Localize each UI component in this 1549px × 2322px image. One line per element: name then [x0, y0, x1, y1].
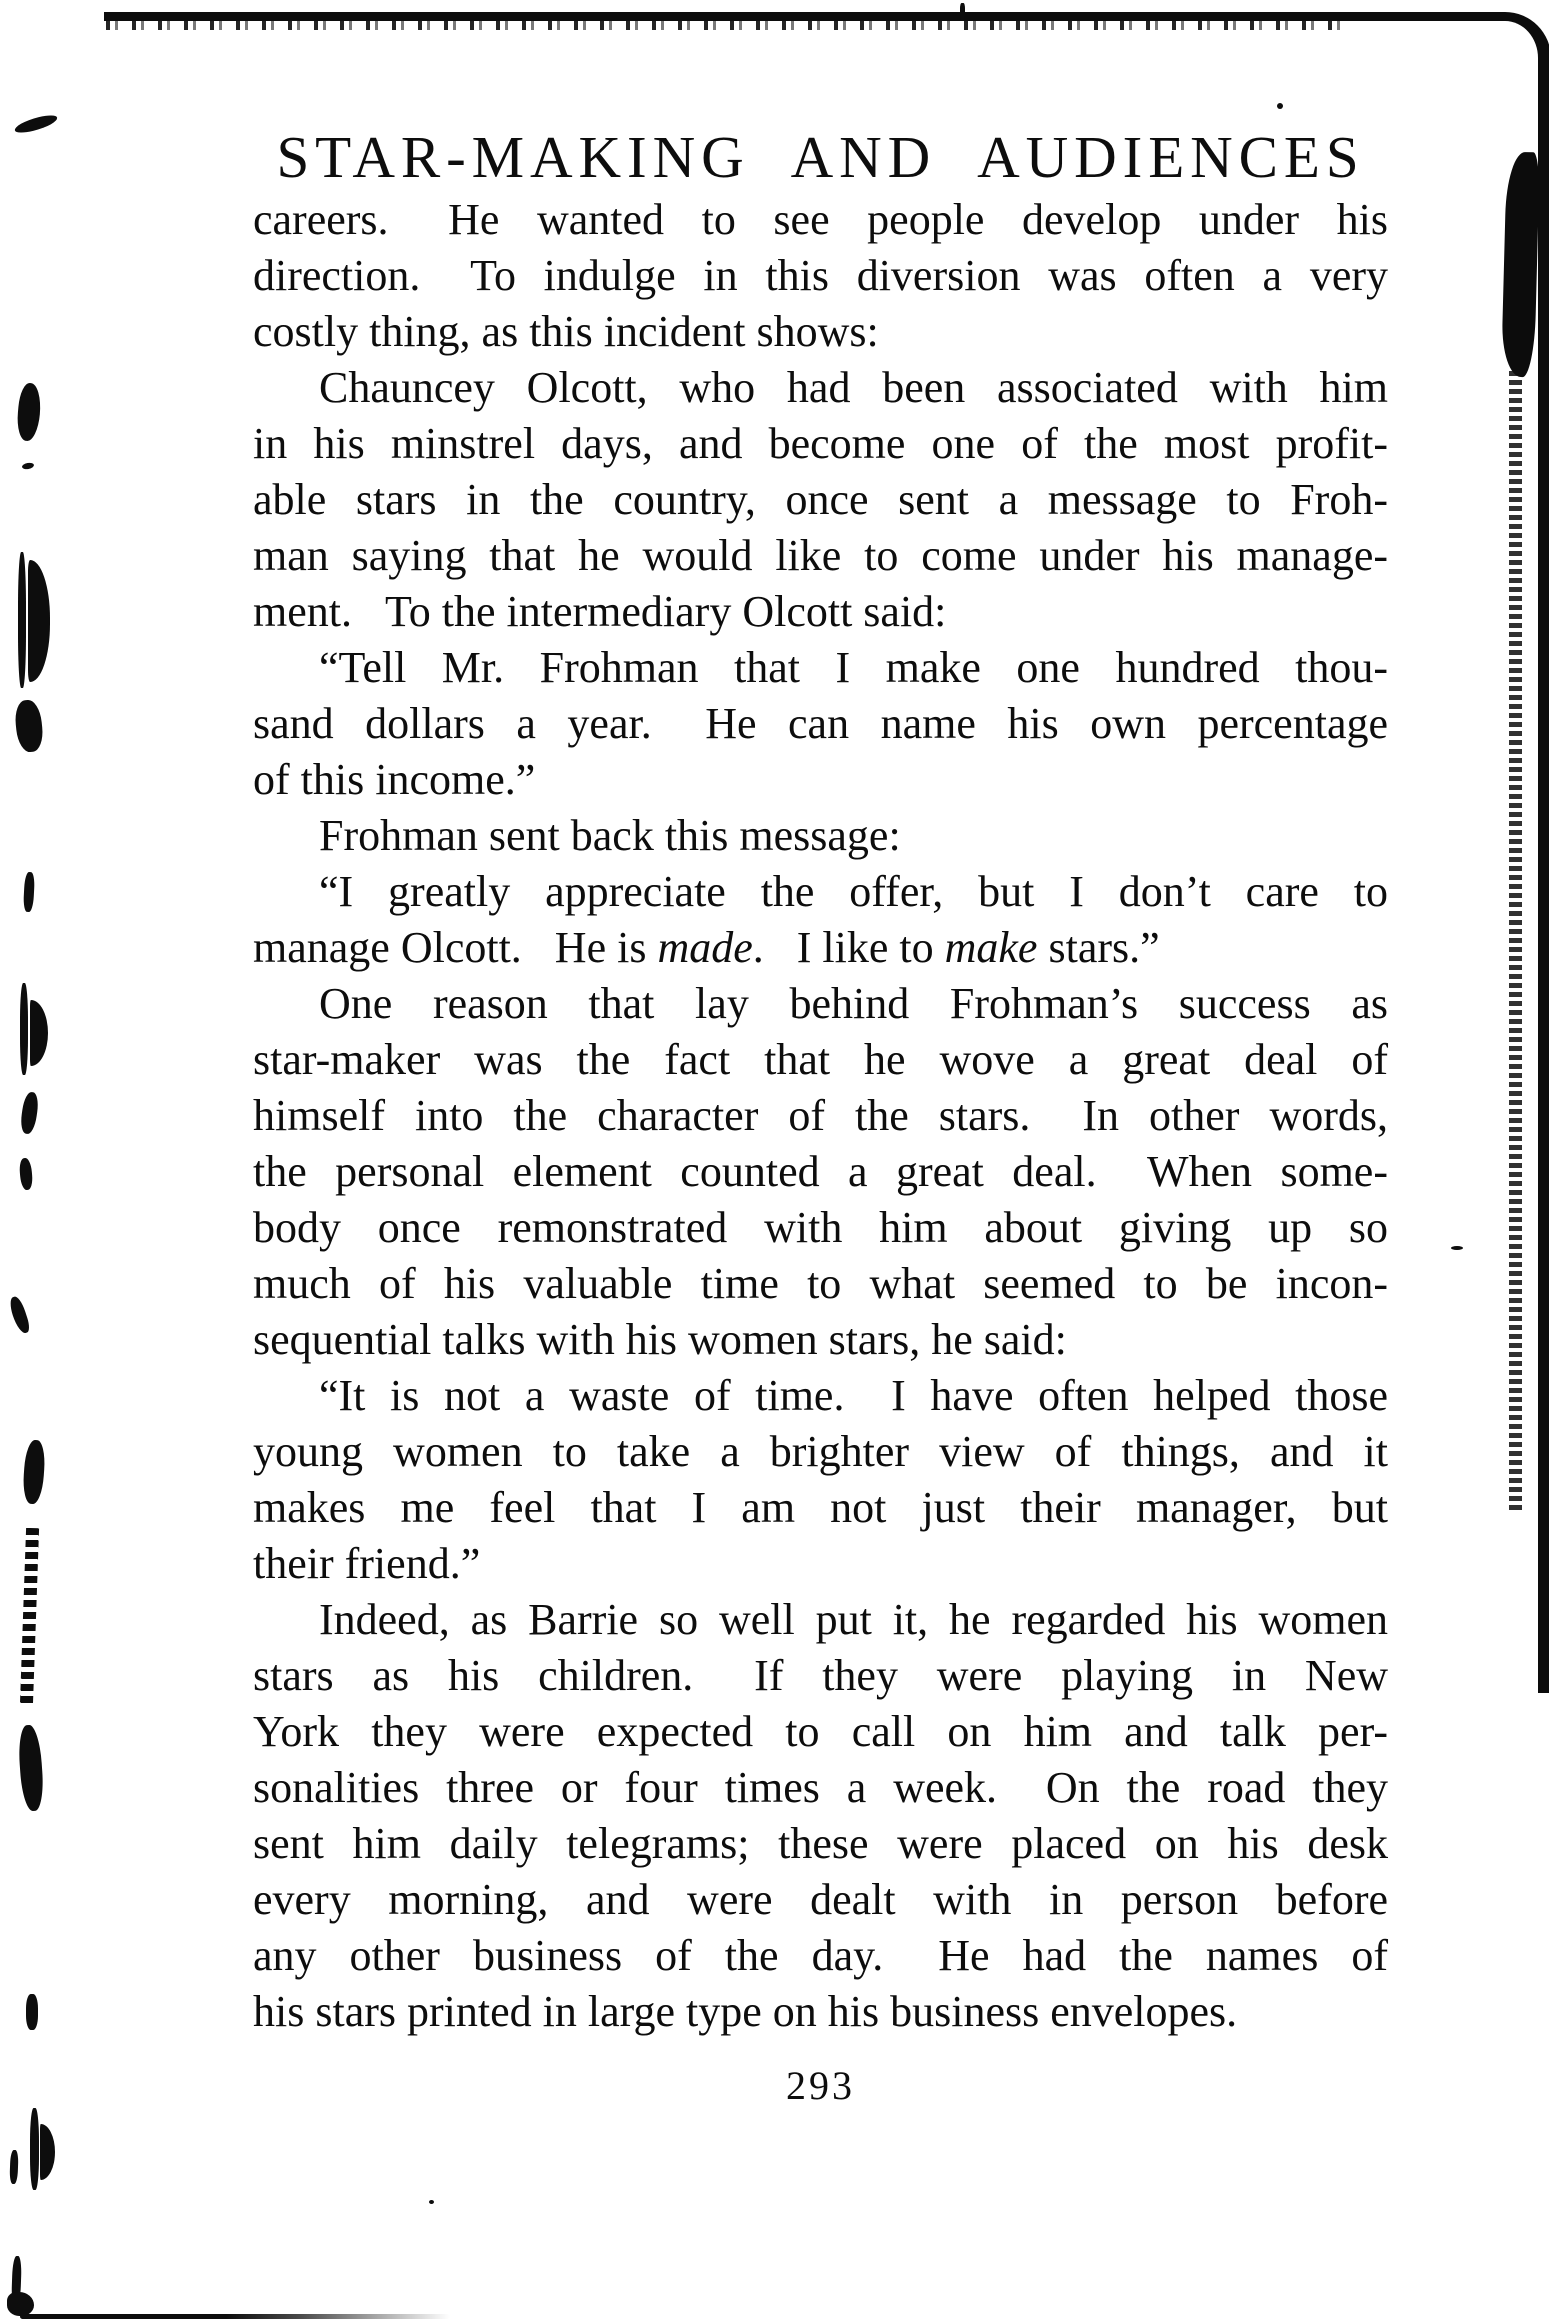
page-content: [253, 124, 1388, 2109]
text-line: every morning, and were dealt with in person before: [253, 1875, 1388, 1924]
text-line: sand dollars a year. He can name his own percentage: [253, 699, 1388, 748]
text-line: himself into the character of the stars. In other words,: [253, 1091, 1388, 1140]
paragraph: [253, 640, 1388, 808]
page-header-title: STAR-MAKING AND AUDIENCES: [276, 124, 1365, 190]
text-line: “I greatly appreciate the offer, but I don’t care to: [319, 867, 1388, 916]
text-line: York they were expected to call on him and talk per-: [253, 1707, 1388, 1756]
text-line: ment. To the intermediary Olcott said:: [253, 587, 947, 636]
page-number: 293: [786, 2063, 855, 2108]
text-line: young women to take a brighter view of things, and it: [253, 1427, 1388, 1476]
text-line: manage Olcott. He is made. I like to make stars.”: [253, 923, 1160, 972]
body-text: [253, 192, 1388, 2040]
ink-blot-artifact: [18, 552, 26, 688]
text-line: star-maker was the fact that he wove a great deal of: [253, 1035, 1388, 1084]
scan-tail-line-artifact: [20, 2314, 450, 2319]
text-line: Frohman sent back this message:: [319, 811, 901, 860]
ink-blot-artifact: [16, 382, 43, 442]
paragraph: [253, 1592, 1388, 2040]
text-line: of this income.”: [253, 755, 536, 804]
text-line: costly thing, as this incident shows:: [253, 307, 879, 356]
page-edge-right-fringe: [1509, 370, 1522, 1510]
speck-artifact: [1451, 1246, 1463, 1250]
speck-artifact: [429, 2200, 434, 2204]
ink-blot-artifact: [19, 1158, 34, 1191]
text-line: One reason that lay behind Frohman’s success as: [319, 979, 1388, 1028]
ink-blot-artifact: [30, 1000, 48, 1066]
ink-blot-artifact: [17, 1724, 45, 1811]
ink-blot-artifact: [30, 2108, 39, 2190]
ink-blot-artifact: [26, 1994, 38, 2030]
text-line: stars as his children. If they were playing in New: [253, 1651, 1388, 1700]
text-line: careers. He wanted to see people develop under his: [253, 195, 1388, 244]
paragraph: [253, 808, 1388, 864]
text-line: “Tell Mr. Frohman that I make one hundred thou-: [319, 643, 1388, 692]
ink-blot-artifact: [7, 1295, 31, 1335]
page-edge-top-fringe: [106, 20, 1346, 30]
ink-blot-artifact: [960, 3, 965, 21]
ink-blot-artifact: [28, 560, 50, 682]
paragraph: [253, 192, 1388, 360]
text-line: body once remonstrated with him about giving up so: [253, 1203, 1388, 1252]
text-line: their friend.”: [253, 1539, 481, 1588]
text-line: able stars in the country, once sent a message to Froh-: [253, 475, 1388, 524]
ink-blot-artifact: [13, 113, 59, 135]
ink-blot-artifact: [23, 872, 35, 912]
text-line: makes me feel that I am not just their manager, but: [253, 1483, 1388, 1532]
text-line: man saying that he would like to come under his manage-: [253, 531, 1388, 580]
text-line: Indeed, as Barrie so well put it, he regarded his women: [319, 1595, 1388, 1644]
text-line: sent him daily telegrams; these were placed on his desk: [253, 1819, 1388, 1868]
text-line: sonalities three or four times a week. On the road they: [253, 1763, 1388, 1812]
paragraph: [253, 1368, 1388, 1592]
text-line: the personal element counted a great deal. When some-: [253, 1147, 1388, 1196]
text-line: sequential talks with his women stars, he said:: [253, 1315, 1067, 1364]
text-line: his stars printed in large type on his business envelopes.: [253, 1987, 1238, 2036]
ink-blot-artifact: [20, 983, 28, 1075]
ink-blot-artifact: [7, 2292, 34, 2316]
text-line: in his minstrel days, and become one of the most profit-: [253, 419, 1388, 468]
speck-artifact: [1277, 103, 1283, 109]
ink-blot-artifact: [13, 699, 44, 753]
paragraph: [253, 976, 1388, 1368]
ink-blot-artifact: [9, 2150, 18, 2184]
text-line: direction. To indulge in this diversion was often a very: [253, 251, 1388, 300]
text-line: much of his valuable time to what seemed to be incon-: [253, 1259, 1388, 1308]
ink-blot-artifact: [19, 1091, 40, 1135]
ink-blot-artifact: [22, 462, 35, 470]
text-line: “It is not a waste of time. I have often helped those: [319, 1371, 1388, 1420]
ink-blot-artifact: [40, 2124, 55, 2180]
page-edge-right-bulge: [1501, 152, 1540, 378]
ink-blot-artifact: [22, 1439, 46, 1504]
paragraph: [253, 360, 1388, 640]
text-line: Chauncey Olcott, who had been associated with him: [319, 363, 1388, 412]
ink-streak-artifact: [20, 1528, 39, 1706]
paragraph: [253, 864, 1388, 976]
text-line: any other business of the day. He had the names of: [253, 1931, 1388, 1980]
